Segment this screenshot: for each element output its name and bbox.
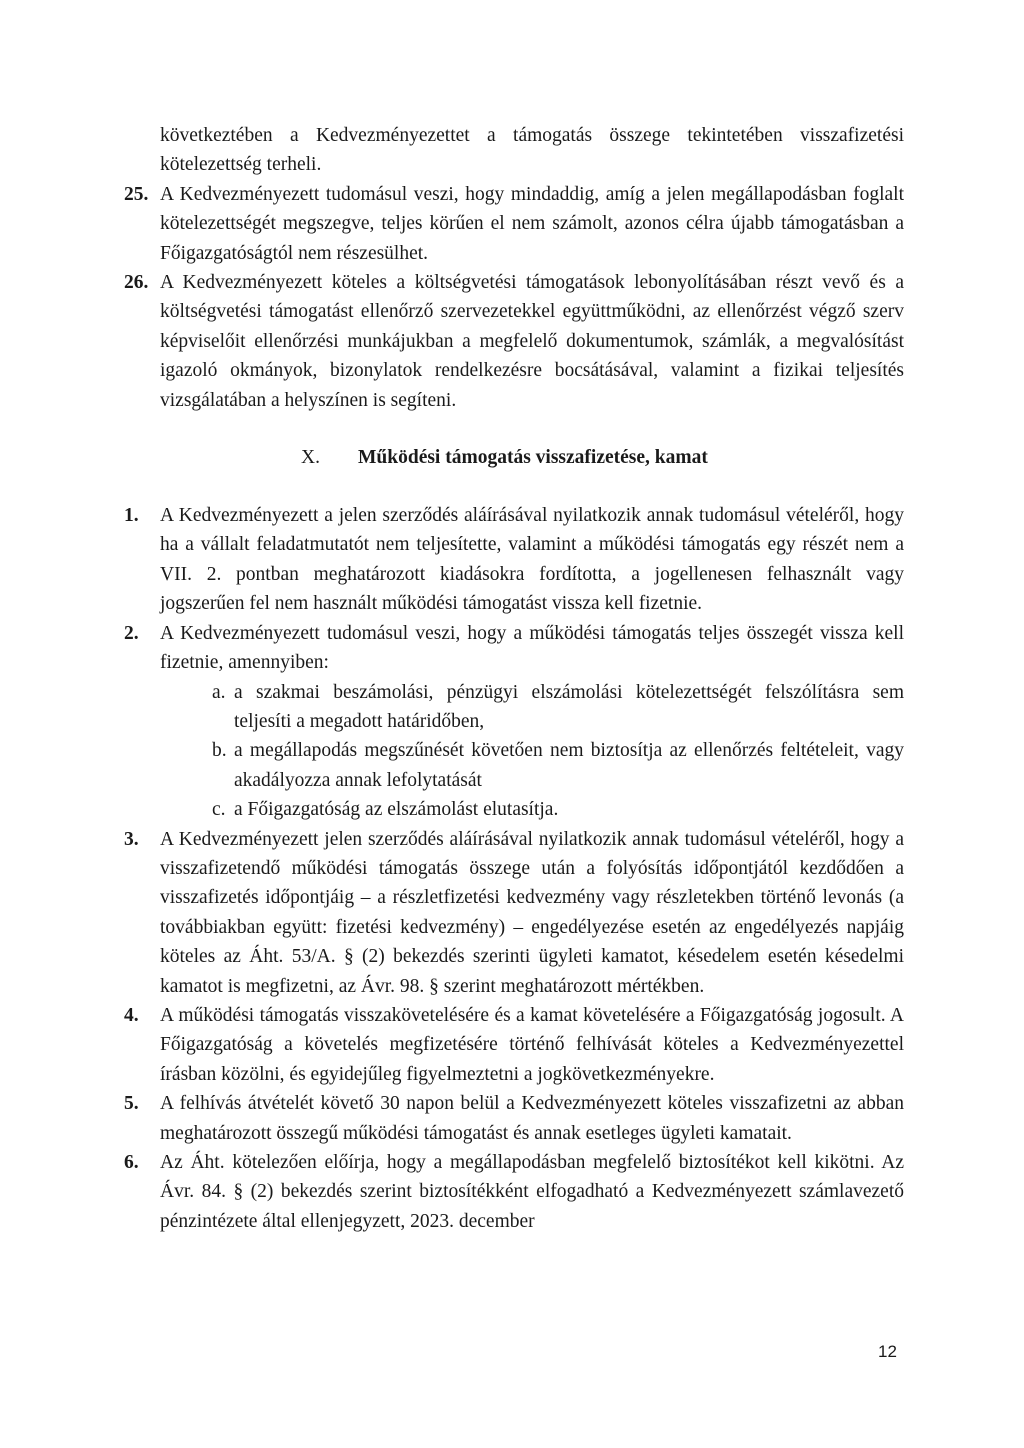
- item-text: A Kedvezményezett köteles a költségvetési támogatások lebonyolításában részt vevő és a költségvetési támogatást ellenőrző szervezetekkel együttműködni, az ellenőrzést végző szerv képviselőit ellenőrzési munkájukban a megfelelő dokumentumok, számlák, a megvalósítást igazoló okmányok, bizonylatok rendelkezésre bocsátásával, valamint a fizikai teljesítés vizsgálatában a helyszínen is segíteni.: [160, 272, 904, 411]
- sub-item-c: [124, 795, 904, 824]
- sub-item-b: [124, 736, 904, 795]
- item-text: A Kedvezményezett tudomásul veszi, hogy a működési támogatás teljes összegét vissza kell fizetnie, amennyiben:: [160, 622, 904, 674]
- page-number: 12: [878, 1342, 897, 1361]
- item-text: A működési támogatás visszakövetelésére és a kamat követelésére a Főigazgatóság jogosult. A Főigazgatóság a követelés megfizetésére történő felhívását köteles a Kedvezményezettel írásban közölni, és egyidejűleg figyelmeztetni a jogkövetkezményekre.: [160, 1004, 904, 1085]
- sub-item-text: a Főigazgatóság az elszámolást elutasítja.: [234, 799, 559, 821]
- continuation-paragraph: következtében a Kedvezményezettet a támogatás összege tekintetében visszafizetési kötelezettség terheli.: [160, 125, 904, 176]
- sub-item-letter: a.: [212, 681, 226, 703]
- item-text: Az Áht. kötelezően előírja, hogy a megállapodásban megfelelő biztosítékot kell kikötni. Az Ávr. 84. § (2) bekezdés szerint biztosítékként elfogadható a Kedvezményezett számlavezető pénzintézete által ellenjegyzett, 2023. december: [160, 1152, 904, 1232]
- item-number: 6.: [124, 1152, 139, 1173]
- item-text: A Kedvezményezett a jelen szerződés aláírásával nyilatkozik annak tudomásul vételéről, hogy ha a vállalt feladatmutatót nem teljesítette, valamint a működési támogatás egy részét nem a VII. 2. pontban meghatározott kiadásokra fordította, a jogellenesen felhasznált vagy jogszerűen fel nem használt működési támogatást vissza kell fizetnie.: [160, 505, 904, 615]
- list-item-3: [124, 825, 904, 1001]
- item-number: 25.: [124, 183, 149, 205]
- sub-item-letter: c.: [212, 799, 226, 821]
- item-number: 4.: [124, 1004, 139, 1026]
- item-number: 26.: [124, 272, 149, 294]
- item-number: 3.: [124, 828, 139, 850]
- list-item-1: [124, 501, 904, 619]
- section-number: X.: [301, 447, 320, 469]
- list-item-6: [124, 1148, 904, 1236]
- item-text: A Kedvezményezett jelen szerződés aláírásával nyilatkozik annak tudomásul vételéről, hogy a visszafizetendő működési támogatás összege után a folyósítás időpontjától kezdődően a visszafizetés időpontjáig – a részletfizetési kedvezmény vagy részletekben történő levonás (a továbbiakban együtt: fizetési kedvezmény) – engedélyezése esetén az engedélyezés napjáig köteles az Áht. 53/A. § (2) bekezdés szerinti ügyleti kamatot, késedelem esetén késedelmi kamatot is megfizetni, az Ávr. 98. § szerint meghatározott mértékben.: [160, 828, 904, 997]
- list-item-2: [124, 619, 904, 678]
- list-item-26: [124, 268, 904, 415]
- section-title: Működési támogatás visszafizetése, kamat: [358, 447, 708, 469]
- sub-item-letter: b.: [212, 740, 227, 762]
- list-item-4: [124, 1001, 904, 1089]
- section-heading: [124, 443, 904, 473]
- item-text: A Kedvezményezett tudomásul veszi, hogy mindaddig, amíg a jelen megállapodásban foglalt kötelezettségét megszegve, teljes körűen el nem számolt, azonos célra újabb támogatásban a Főigazgatóságtól nem részesülhet.: [160, 183, 904, 264]
- item-number: 5.: [124, 1093, 139, 1115]
- sub-item-a: [124, 678, 904, 737]
- item-number: 2.: [124, 622, 139, 644]
- item-text: A felhívás átvételét követő 30 napon belül a Kedvezményezett köteles visszafizetni az abban meghatározott összegű működési támogatást és annak esetleges ügyleti kamatait.: [160, 1093, 904, 1144]
- sub-item-text: a szakmai beszámolási, pénzügyi elszámolási kötelezettségét felszólításra sem teljesíti a megadott határidőben,: [234, 681, 904, 732]
- item-number: 1.: [124, 505, 139, 527]
- sub-item-text: a megállapodás megszűnését követően nem biztosítja az ellenőrzés feltételeit, vagy akadályozza annak lefolytatását: [234, 740, 904, 791]
- list-item-25: [124, 180, 904, 268]
- list-item-5: [124, 1089, 904, 1148]
- document-body: [124, 121, 904, 1236]
